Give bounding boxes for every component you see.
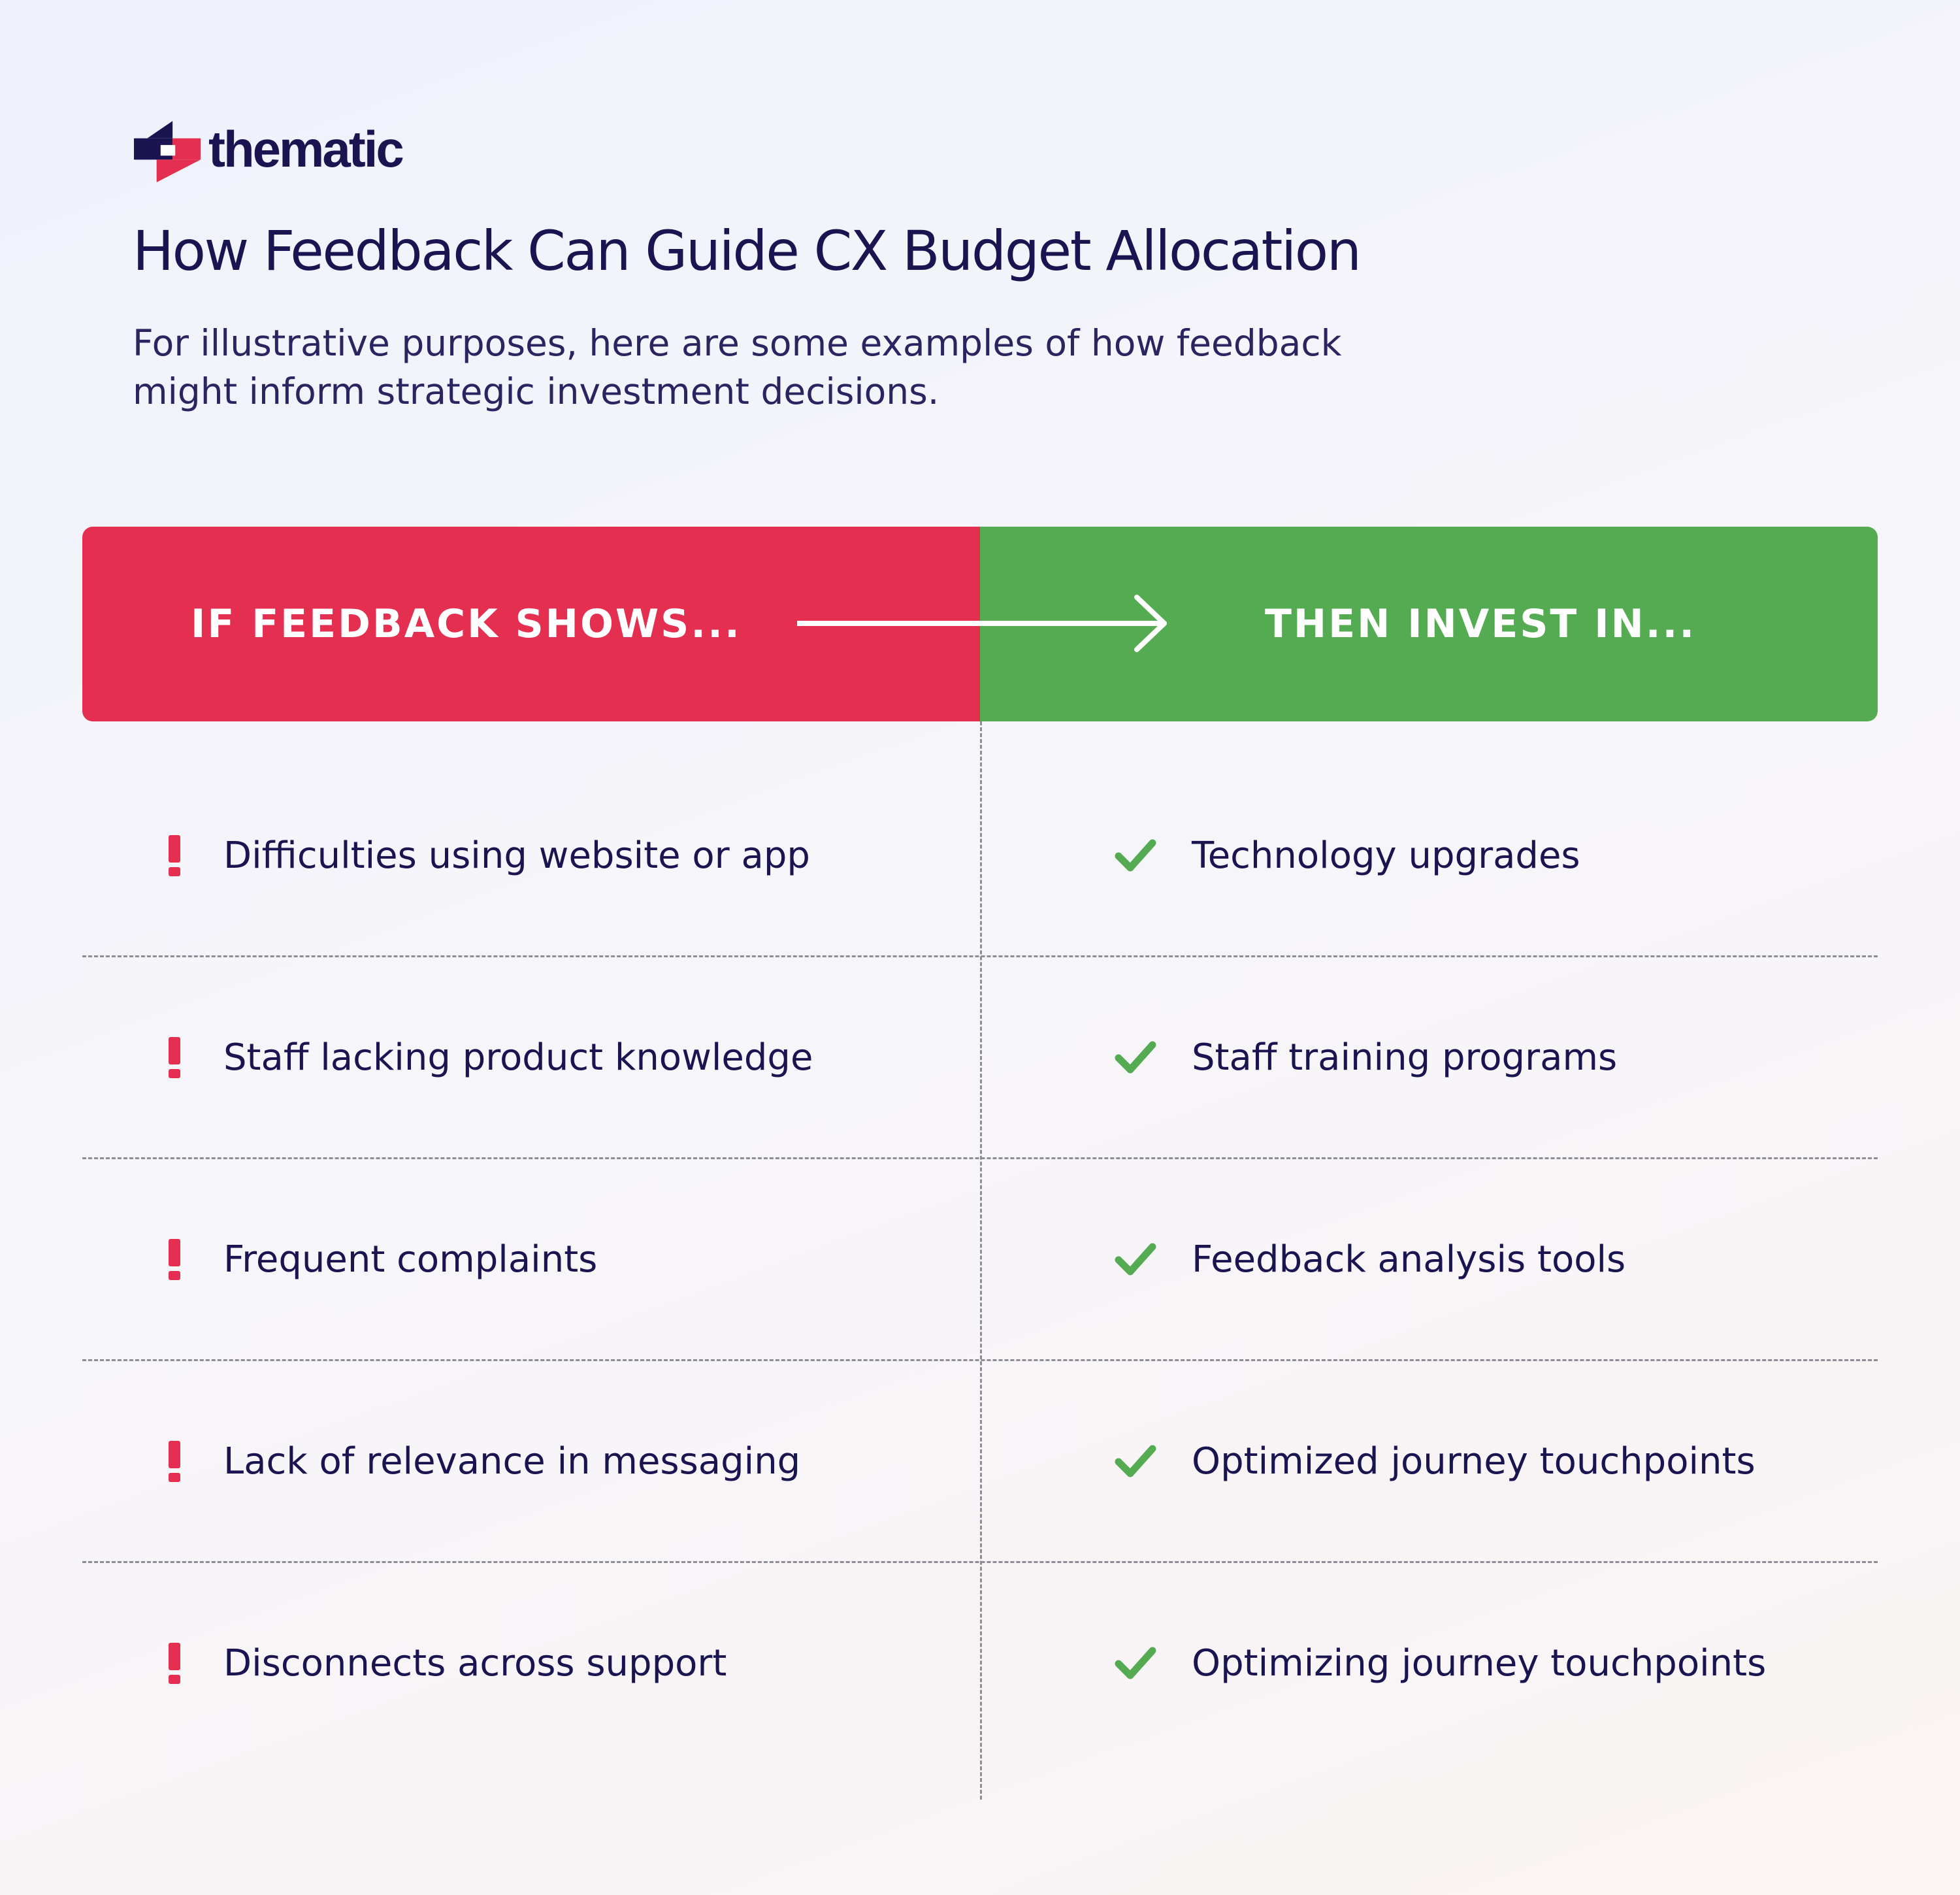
feedback-text: Frequent complaints: [223, 1238, 598, 1281]
exclamation-icon: [167, 1643, 182, 1683]
brand-name: thematic: [208, 120, 402, 178]
feedback-text: Difficulties using website or app: [223, 834, 810, 877]
table-row: [82, 721, 1878, 955]
exclamation-icon: [167, 1037, 182, 1078]
page-subtitle: [133, 319, 1505, 416]
feedback-text: Lack of relevance in messaging: [223, 1440, 801, 1483]
header-left-label: IF FEEDBACK SHOWS...: [191, 601, 742, 647]
investment-text: Technology upgrades: [1192, 834, 1580, 877]
checkmark-icon: [1115, 1443, 1156, 1479]
feedback-cell: [167, 957, 813, 1157]
investment-cell: [1115, 721, 1580, 955]
investment-text: Feedback analysis tools: [1192, 1238, 1626, 1281]
investment-text: Optimized journey touchpoints: [1192, 1440, 1756, 1483]
brand-logo: [134, 114, 402, 183]
investment-cell: [1115, 1361, 1756, 1561]
arrow-right-icon: [797, 591, 1173, 656]
checkmark-icon: [1115, 1242, 1156, 1277]
subtitle-line-1: For illustrative purposes, here are some examples of how feedback: [133, 322, 1342, 364]
comparison-table: [82, 721, 1878, 1763]
investment-cell: [1115, 957, 1617, 1157]
thematic-logo-icon: [134, 116, 201, 182]
investment-cell: [1115, 1563, 1766, 1763]
checkmark-icon: [1115, 838, 1156, 873]
feedback-text: Staff lacking product knowledge: [223, 1036, 813, 1079]
feedback-text: Disconnects across support: [223, 1641, 727, 1685]
table-row: [82, 1561, 1878, 1763]
page-title: How Feedback Can Guide CX Budget Allocation: [133, 219, 1360, 283]
table-row: [82, 955, 1878, 1157]
checkmark-icon: [1115, 1040, 1156, 1075]
investment-text: Staff training programs: [1192, 1036, 1618, 1079]
feedback-cell: [167, 1361, 800, 1561]
feedback-cell: [167, 721, 810, 955]
exclamation-icon: [167, 1441, 182, 1481]
exclamation-icon: [167, 1239, 182, 1279]
investment-text: Optimizing journey touchpoints: [1192, 1641, 1767, 1685]
subtitle-line-2: might inform strategic investment decisions.: [133, 371, 939, 412]
investment-cell: [1115, 1159, 1625, 1359]
feedback-cell: [167, 1563, 727, 1763]
table-row: [82, 1157, 1878, 1359]
exclamation-icon: [167, 835, 182, 876]
checkmark-icon: [1115, 1645, 1156, 1681]
feedback-cell: [167, 1159, 597, 1359]
table-row: [82, 1359, 1878, 1561]
header-right-label: THEN INVEST IN...: [1265, 601, 1697, 647]
